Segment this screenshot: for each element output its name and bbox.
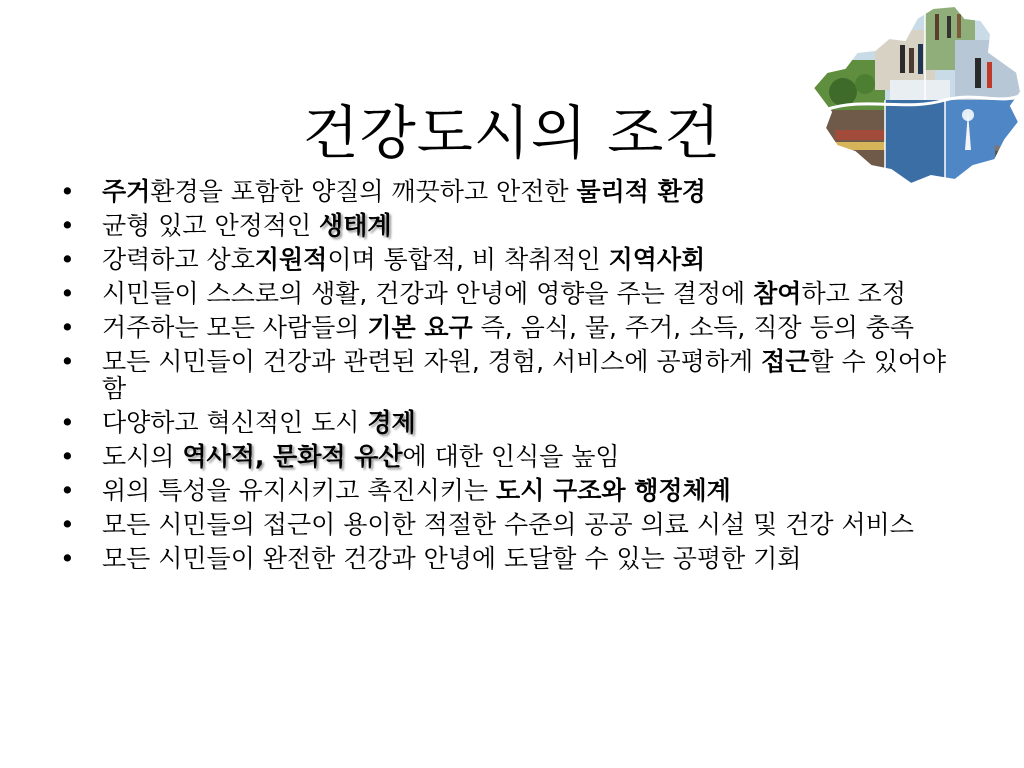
emphasis-text: 접근	[761, 347, 810, 376]
emphasis-text: 지역사회	[608, 245, 706, 274]
emphasis-text: 참여	[753, 279, 802, 308]
emphasis-text: 물리적 환경	[576, 177, 706, 206]
emphasis-text: 기본 요구	[367, 313, 473, 342]
bullet-list	[60, 178, 970, 579]
list-item: • 도시의 역사적, 문화적 유산에 대한 인식을 높임	[60, 442, 620, 471]
bullet-icon: •	[60, 476, 75, 505]
emphasis-text: 역사적, 문화적 유산	[182, 442, 403, 471]
slide-title: 건강도시의 조건	[302, 98, 722, 167]
emphasis-text: 생태계	[319, 211, 392, 240]
list-item: • 위의 특성을 유지시키고 촉진시키는 도시 구조와 행정체계	[60, 476, 731, 505]
list-item: • 모든 시민들의 접근이 용이한 적절한 수준의 공공 의료 시설 및 건강 서비스	[60, 510, 914, 539]
bullet-icon: •	[60, 313, 75, 342]
list-item: • 주거환경을 포함한 양질의 깨끗하고 안전한 물리적 환경	[60, 177, 706, 206]
list-item: • 거주하는 모든 사람들의 기본 요구 즉, 음식, 물, 주거, 소득, 직장 등의 충족	[60, 313, 915, 342]
list-item: • 균형 있고 안정적인 생태계	[60, 211, 392, 240]
bullet-icon: •	[60, 279, 75, 308]
bullet-icon: •	[60, 544, 75, 573]
bullet-icon: •	[60, 245, 75, 274]
list-item: • 시민들이 스스로의 생활, 건강과 안녕에 영향을 주는 결정에 참여하고 조정	[60, 279, 906, 308]
bullet-icon: •	[60, 347, 75, 376]
list-item: • 강력하고 상호지원적이며 통합적, 비 착취적인 지역사회	[60, 245, 706, 274]
list-item: • 모든 시민들이 완전한 건강과 안녕에 도달할 수 있는 공평한 기회	[60, 544, 802, 573]
list-item: • 모든 시민들이 건강과 관련된 자원, 경험, 서비스에 공평하게 접근할 수 있어야 함	[60, 347, 947, 403]
city-photo-collage	[805, 0, 1024, 190]
emphasis-text: 지원적	[254, 245, 328, 274]
list-item: • 다양하고 혁신적인 도시 경제	[60, 408, 416, 437]
bullet-icon: •	[60, 510, 75, 539]
emphasis-text: 도시 구조와 행정체계	[496, 476, 731, 505]
bullet-icon: •	[60, 177, 75, 206]
bullet-icon: •	[60, 211, 75, 240]
bullet-icon: •	[60, 408, 75, 437]
emphasis-text: 주거	[102, 177, 151, 206]
emphasis-text: 경제	[367, 408, 416, 437]
bullet-icon: •	[60, 442, 75, 471]
